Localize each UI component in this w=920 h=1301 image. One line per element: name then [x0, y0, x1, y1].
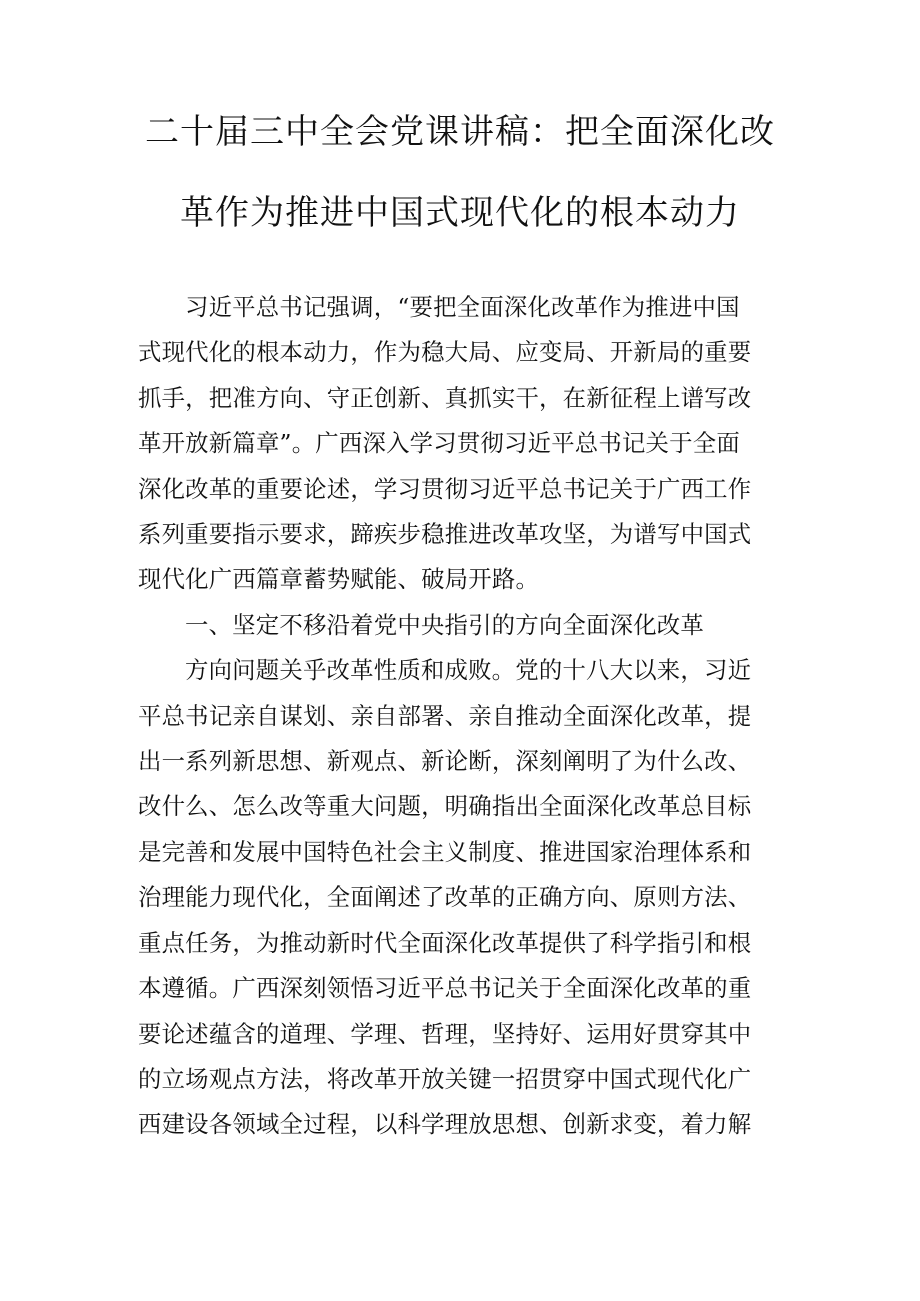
body-line: 出一系列新思想、新观点、新论断，深刻阐明了为什么改、 — [138, 747, 752, 776]
body-line: 西建设各领域全过程，以科学理放思想、创新求变，着力解 — [138, 1110, 752, 1139]
body-line: 的立场观点方法，将改革开放关键一招贯穿中国式现代化广 — [138, 1064, 752, 1093]
body-line: 平总书记亲自谋划、亲自部署、亲自推动全面深化改革，提 — [138, 701, 752, 730]
body-line: 改什么、怎么改等重大问题，明确指出全面深化改革总目标 — [138, 792, 752, 821]
body-line: 现代化广西篇章蓄势赋能、破局开路。 — [138, 565, 540, 594]
document-title-line-1: 二十届三中全会党课讲稿：把全面深化改 — [145, 112, 775, 152]
document-title-line-2: 革作为推进中国式现代化的根本动力 — [180, 193, 740, 233]
body-line: 深化改革的重要论述，学习贯彻习近平总书记关于广西工作 — [138, 474, 752, 503]
section-heading: 一、坚定不移沿着党中央指引的方向全面深化改革 — [185, 610, 704, 639]
body-line: 抓手，把准方向、守正创新、真抓实干，在新征程上谱写改 — [138, 383, 752, 412]
document-body — [138, 285, 784, 1148]
body-line: 习近平总书记强调，“要把全面深化改革作为推进中国 — [185, 293, 740, 321]
body-line: 是完善和发展中国特色社会主义制度、推进国家治理体系和 — [138, 837, 752, 866]
body-line: 要论述蕴含的道理、学理、哲理，坚持好、运用好贯穿其中 — [138, 1019, 752, 1048]
body-line: 本遵循。广西深刻领悟习近平总书记关于全面深化改革的重 — [138, 974, 752, 1003]
body-line: 方向问题关乎改革性质和成败。党的十八大以来，习近 — [185, 656, 752, 685]
body-line: 治理能力现代化，全面阐述了改革的正确方向、原则方法、 — [138, 883, 752, 912]
body-line: 系列重要指示要求，蹄疾步稳推进改革攻坚，为谱写中国式 — [138, 520, 752, 549]
body-line: 重点任务，为推动新时代全面深化改革提供了科学指引和根 — [138, 928, 752, 957]
body-line: 革开放新篇章”。广西深入学习贯彻习近平总书记关于全面 — [138, 429, 740, 458]
body-line: 式现代化的根本动力，作为稳大局、应变局、开新局的重要 — [138, 338, 752, 367]
